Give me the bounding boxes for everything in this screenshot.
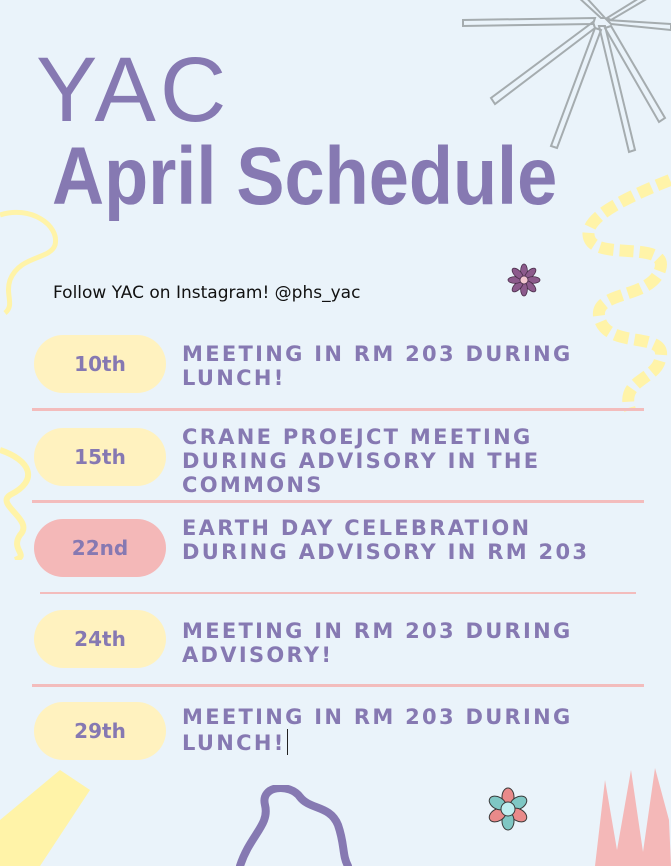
flower-icon [507,263,541,297]
divider [32,408,644,411]
flower-icon [485,786,531,832]
title-yac: YAC [36,39,231,141]
date-pill: 22nd [34,519,166,577]
event-text: CRANE PROEJCT MEETING DURING ADVISORY IN THE COMMONS [182,425,541,497]
divider [32,500,644,503]
text-cursor [287,729,288,755]
date-pill: 29th [34,702,166,760]
event-text [182,705,612,755]
squiggle-icon [230,785,360,866]
squiggle-icon [0,760,100,866]
date-pill: 24th [34,610,166,668]
event-text: EARTH DAY CELEBRATION DURING ADVISORY IN RM 203 [182,516,590,564]
divider [40,592,636,594]
event-text-content[interactable]: MEETING IN RM 203 DURING LUNCH! [182,705,573,755]
date-pill: 15th [34,428,166,486]
event-text: MEETING IN RM 203 DURING LUNCH! [182,342,573,390]
page-title: April Schedule [52,131,558,222]
date-pill: 10th [34,335,166,393]
event-text: MEETING IN RM 203 DURING ADVISORY! [182,619,573,667]
instagram-follow-text: Follow YAC on Instagram! @phs_yac [53,283,361,303]
divider [32,684,644,687]
zigzag-icon [585,760,671,866]
